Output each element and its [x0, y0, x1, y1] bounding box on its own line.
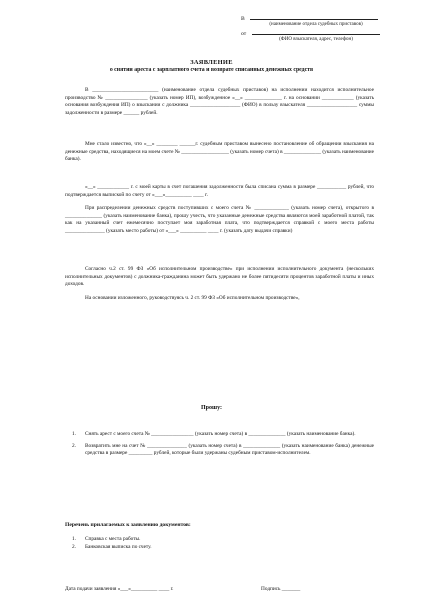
document-title: ЗАЯВЛЕНИЕ [190, 59, 233, 66]
addressee-blank [250, 14, 378, 20]
request-item [65, 431, 374, 439]
attachment-number: 2. [72, 543, 76, 550]
paragraph-salary: При распределении денежных средств поступивших с моего счета № _____________ (указать номер счета), открытого в ______________ (указать наименование банка), прошу учесть, что указанные денежные средства являются моей заработной платой, так как на указанный счет ежемесячно поступает моя заработная плата, что подтверждается справкой с моего места работы _______________ (указать место работы) от «___» __________ ____ г. (указать дату выдачи справки) [65, 205, 374, 234]
signature-footer [65, 586, 374, 592]
attachment-item [65, 544, 152, 552]
sender-caption: (ФИО взыскателя, адрес, телефон) [279, 36, 353, 42]
document-subtitle: о снятии ареста с зарплатного счета и возврате списанных денежных средств [109, 67, 314, 73]
sender-blank [252, 29, 380, 35]
request-text: Снять арест с моего счета № ________________ (указать номер счета) в ______________ (указать наименование банка). [85, 431, 356, 437]
paragraph-seizure: Мне стало известно, что «__» ________ ______г. судебным приставом вынесено постановление об обращении взыскания на денежные средства, находящиеся на моем счете № __________________ (указать номер счета) в ______________ (указать наименование банка). [65, 141, 374, 163]
addressee-caption: (наименование отдела судебных приставов) [269, 22, 363, 27]
attachment-number: 1. [72, 536, 76, 542]
attachment-text: Банковская выписка по счету. [85, 543, 152, 550]
addressee-block [241, 14, 391, 44]
paragraph-law: Согласно ч.2 ст. 99 ФЗ «Об исполнительном производстве» при исполнении исполнительного документа (нескольких исполнительных документов) с должника-гражданина может быть удержано не более пятидесяти процентов заработной платы и иных доходов. [65, 266, 374, 288]
addressee-prefix: В [241, 16, 245, 22]
paragraph-basis: На основании изложенного, руководствуясь ч. 2 ст. 99 ФЗ «Об исполнительном производстве», [85, 295, 300, 301]
attachments-heading: Перечень прилагаемых к заявлению документов: [65, 522, 191, 528]
attachments-list [65, 536, 152, 552]
addressee-line [241, 14, 391, 22]
signature-label: Подпись _______ [261, 586, 301, 592]
request-number: 1. [72, 431, 76, 437]
sender-line [241, 29, 391, 37]
sender-prefix: от [241, 30, 247, 37]
attachment-text: Справка с места работы. [85, 536, 141, 542]
request-text: Возвратить мне на счет № _______________ (указать номер счета) в ______________ (указать наименование банка) денежные средства в размере _________ рублей, которые были удержаны судебным приставом-исполнителем. [85, 442, 374, 457]
request-heading: Прошу: [201, 405, 222, 411]
request-number: 2. [72, 442, 76, 449]
filing-date-label: Дата подачи заявления «___»__________ ____ г. [65, 586, 174, 592]
paragraph-proceedings: В _________________________ (наименование отдела судебных приставов) на исполнении находится исполнительное производство № ________________ (указать номер ИП), возбужденное «__» ______________ г. на основании ____________ (указать основания возбуждения ИП) о взыскании с должника ___________________ (ФИО) в пользу взыскателя ___________________ суммы задолженности в размере ______ рублей. [65, 87, 374, 116]
request-list [65, 431, 374, 459]
request-item [65, 443, 374, 458]
paragraph-debit: «__» ____________ г. с моей карты в счет погашения задолженности была списана сумма в размере ___________ рублей, что подтверждается выпиской по счету от «___»__________ ____ г. [65, 184, 374, 198]
attachment-item [65, 536, 152, 544]
